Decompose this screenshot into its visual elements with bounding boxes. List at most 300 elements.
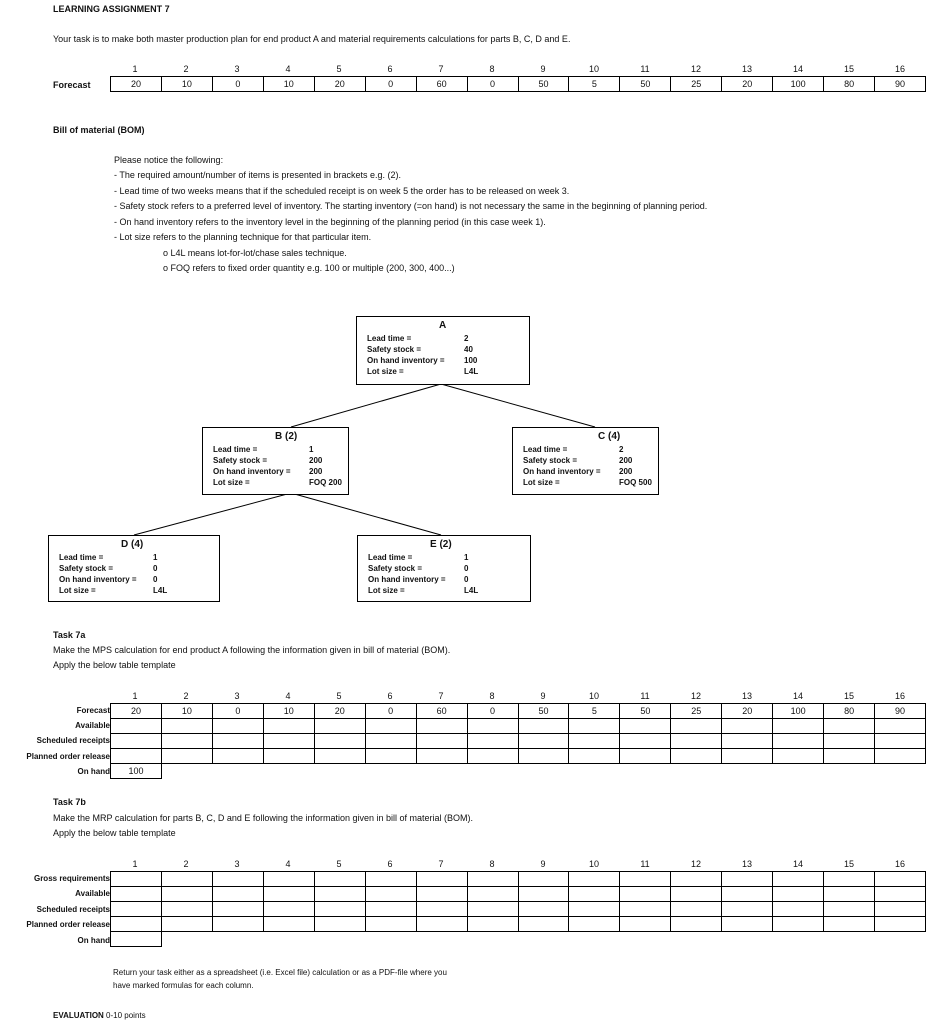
table-row [111,734,926,749]
table-cell [824,887,875,902]
row-label-planned-order-release: Planned order release [26,752,110,761]
task7b-heading: Task 7b [53,797,86,807]
table-row [111,902,926,917]
row-label-scheduled-receipts: Scheduled receipts [36,736,110,745]
on-hand-value: 200 [619,467,633,476]
week-number: 10 [588,64,599,74]
evaluation [53,1011,146,1020]
week-number: 11 [640,859,650,869]
on-hand-label: On hand inventory = [367,356,445,365]
safety-stock-value: 40 [464,345,473,354]
assignment-intro: Your task is to make both master production plan for end product A and material requirements calculations for parts B, C, D and E. [53,34,571,44]
table-cell [416,887,467,902]
week-number: 11 [640,691,650,701]
on-hand-label: On hand inventory = [523,467,601,476]
week-number: 2 [183,859,189,869]
table-cell [365,917,416,932]
table-cell [722,734,773,749]
week-number: 11 [640,64,650,74]
table-cell [111,917,162,932]
forecast-cell: 50 [620,77,671,92]
table-cell [365,719,416,734]
blank-area [671,764,722,779]
on-hand-label: On hand inventory = [368,575,446,584]
table-cell [365,734,416,749]
table-cell [620,872,671,887]
table-cell [111,872,162,887]
bom-item-b [202,427,349,495]
week-number: 7 [438,64,444,74]
week-number: 16 [894,64,905,74]
table-cell [111,902,162,917]
table-cell [518,872,569,887]
table-cell [263,749,314,764]
table-cell [314,749,365,764]
return-instructions-cont: have marked formulas for each column. [113,981,254,990]
table-cell [212,917,263,932]
forecast-cell: 20 [314,77,365,92]
table-cell: 20 [722,704,773,719]
evaluation-label: EVALUATION [53,1011,104,1020]
week-number: 7 [438,859,444,869]
task7b-apply: Apply the below table template [53,828,176,838]
table-cell [722,719,773,734]
blank-area [212,764,263,779]
task7a-table [110,703,926,779]
safety-stock-label: Safety stock = [523,456,578,465]
table-cell: 50 [518,704,569,719]
table-cell [212,749,263,764]
table-cell [824,902,875,917]
forecast-cell: 25 [671,77,722,92]
table-cell [212,872,263,887]
table-cell [263,887,314,902]
table-cell [416,917,467,932]
blank-area [518,932,569,947]
forecast-cell: 0 [212,77,263,92]
table-cell [569,734,620,749]
on-hand-value: 100 [464,356,478,365]
table-cell [671,917,722,932]
safety-stock-value: 0 [464,564,469,573]
blank-area [824,932,875,947]
table-cell [773,917,824,932]
lead-time-label: Lead time = [523,445,568,454]
task7b-instruction: Make the MRP calculation for parts B, C, D and E following the information given in bill of material (BOM). [53,813,474,823]
table-cell [671,734,722,749]
table-row [111,872,926,887]
note-line: o FOQ refers to fixed order quantity e.g. 100 or multiple (200, 300, 400...) [163,263,455,273]
return-instructions: Return your task either as a spreadsheet (i.e. Excel file) calculation or as a PDF-file where you [113,968,447,977]
bom-item-d [48,535,220,602]
table-cell [161,719,212,734]
table-cell [467,734,518,749]
table-cell [773,902,824,917]
table-cell [569,917,620,932]
week-number: 5 [336,691,342,701]
week-number: 14 [792,859,803,869]
table-cell [569,719,620,734]
lot-size-value: L4L [464,586,479,595]
forecast-cell: 50 [518,77,569,92]
note-line: o L4L means lot-for-lot/chase sales technique. [163,248,347,258]
week-number: 2 [183,691,189,701]
blank-area [467,764,518,779]
forecast-cell: 90 [875,77,926,92]
table-cell [824,872,875,887]
table-row [111,704,926,719]
blank-area [467,932,518,947]
table-cell [620,902,671,917]
table-cell [620,734,671,749]
safety-stock-label: Safety stock = [59,564,114,573]
lot-size-label: Lot size = [367,367,404,376]
table-cell [314,902,365,917]
row-label-available: Available [75,721,110,730]
table-cell [314,917,365,932]
on-hand-value: 200 [309,467,323,476]
table-cell [518,902,569,917]
table-cell [620,719,671,734]
table-cell [314,872,365,887]
table-cell: 25 [671,704,722,719]
forecast-cell: 5 [569,77,620,92]
week-number: 13 [741,64,752,74]
table-cell [875,917,926,932]
week-number: 4 [285,859,291,869]
table-cell [773,887,824,902]
forecast-cell: 10 [161,77,212,92]
row-label-planned-order-release: Planned order release [26,920,110,929]
blank-area [212,932,263,947]
week-number: 4 [285,691,291,701]
table-row [111,749,926,764]
table-cell: 10 [161,704,212,719]
table-cell [161,734,212,749]
row-label-on-hand: On hand [77,767,110,776]
week-number: 14 [792,64,803,74]
week-number: 1 [132,859,138,869]
table-cell [365,872,416,887]
table-cell: 10 [263,704,314,719]
blank-area [314,932,365,947]
table-cell [161,749,212,764]
table-cell [773,734,824,749]
row-label-forecast: Forecast [76,706,110,715]
blank-area [722,764,773,779]
blank-area [620,764,671,779]
bom-item-title: A [439,320,447,331]
week-number: 15 [843,859,854,869]
week-number: 13 [741,691,752,701]
forecast-cell: 10 [263,77,314,92]
table-cell [773,872,824,887]
lot-size-label: Lot size = [523,478,560,487]
note-line: - The required amount/number of items is presented in brackets e.g. (2). [114,170,401,180]
week-number: 5 [336,64,342,74]
table-cell [467,887,518,902]
table-cell [212,902,263,917]
week-number: 16 [894,691,905,701]
table-cell [620,749,671,764]
blank-area [671,932,722,947]
bom-heading: Bill of material (BOM) [53,125,145,135]
table-cell [467,917,518,932]
table-cell [161,902,212,917]
safety-stock-label: Safety stock = [368,564,423,573]
safety-stock-value: 0 [153,564,158,573]
table-cell [722,887,773,902]
bom-item-e [357,535,531,602]
lead-time-label: Lead time = [368,553,413,562]
table-cell [773,719,824,734]
week-number: 8 [489,64,495,74]
table-cell [518,887,569,902]
safety-stock-label: Safety stock = [367,345,422,354]
table-cell [722,917,773,932]
forecast-cell: 20 [722,77,773,92]
table-cell [671,872,722,887]
forecast-cell: 60 [416,77,467,92]
note-line: - Lot size refers to the planning technique for that particular item. [114,232,372,242]
note-line: - On hand inventory refers to the inventory level in the beginning of the planning period (in this case week 1). [114,217,546,227]
table-cell [416,872,467,887]
table-cell: 90 [875,704,926,719]
table-cell [416,749,467,764]
table-cell [314,887,365,902]
week-number: 13 [741,859,752,869]
note-line: Please notice the following: [114,155,224,165]
forecast-label: Forecast [53,80,91,90]
blank-area [722,932,773,947]
week-number: 9 [540,64,546,74]
lead-time-label: Lead time = [59,553,104,562]
table-row [111,932,926,947]
table-cell [416,734,467,749]
table-cell [365,749,416,764]
week-number: 15 [843,64,854,74]
table-cell [620,917,671,932]
lead-time-value: 2 [464,334,469,343]
week-number: 9 [540,691,546,701]
lot-size-label: Lot size = [213,478,250,487]
table-cell: 0 [467,704,518,719]
table-cell [875,749,926,764]
forecast-cell: 20 [111,77,162,92]
blank-area [773,764,824,779]
task7a-instruction: Make the MPS calculation for end product A following the information given in bill of material (BOM). [53,645,451,655]
blank-area [314,764,365,779]
forecast-cell: 100 [773,77,824,92]
blank-area [569,764,620,779]
week-number: 3 [234,691,240,701]
table-row [111,887,926,902]
table-cell: 20 [111,704,162,719]
table-cell [111,734,162,749]
safety-stock-value: 200 [619,456,633,465]
table-cell [671,719,722,734]
table-cell [773,749,824,764]
bom-item-a [356,316,530,385]
table-cell [161,887,212,902]
lead-time-label: Lead time = [213,445,258,454]
table-cell [824,917,875,932]
table-cell [161,872,212,887]
table-cell: 80 [824,704,875,719]
week-number: 1 [132,64,138,74]
table-cell: 60 [416,704,467,719]
table-cell [416,719,467,734]
table-row [111,719,926,734]
blank-area [263,932,314,947]
table-cell [671,749,722,764]
table-cell: 50 [620,704,671,719]
table-cell [365,887,416,902]
table-cell [467,719,518,734]
lot-size-value: FOQ 500 [619,478,652,487]
on-hand-label: On hand inventory = [213,467,291,476]
table-cell [569,902,620,917]
table-cell [875,887,926,902]
week-number: 8 [489,859,495,869]
table-cell: 0 [365,704,416,719]
week-number: 1 [132,691,138,701]
week-number: 9 [540,859,546,869]
lot-size-value: L4L [153,586,168,595]
row-label-on-hand: On hand [77,936,110,945]
week-number: 6 [387,859,393,869]
lot-size-value: L4L [464,367,479,376]
table-cell [111,887,162,902]
table-cell [416,902,467,917]
blank-area [365,764,416,779]
on-hand-cell [111,932,162,947]
forecast-cell: 0 [467,77,518,92]
table-cell [569,749,620,764]
lead-time-label: Lead time = [367,334,412,343]
lot-size-label: Lot size = [368,586,405,595]
lot-size-label: Lot size = [59,586,96,595]
table-cell [314,719,365,734]
blank-area [875,932,926,947]
week-number: 4 [285,64,291,74]
table-cell [824,734,875,749]
table-cell [263,719,314,734]
table-cell [824,719,875,734]
table-cell [875,734,926,749]
table-cell [620,887,671,902]
evaluation-points: 0-10 points [106,1011,146,1020]
task7a-apply: Apply the below table template [53,660,176,670]
row-label-gross-requirements: Gross requirements [33,874,110,883]
table-cell [518,734,569,749]
blank-area [365,932,416,947]
table-cell [875,872,926,887]
blank-area [773,932,824,947]
bom-item-title: B (2) [275,431,298,442]
table-cell [875,719,926,734]
lead-time-value: 2 [619,445,624,454]
table-cell [111,749,162,764]
lot-size-value: FOQ 200 [309,478,342,487]
table-row [111,917,926,932]
row-label-available: Available [75,889,110,898]
assignment-title: LEARNING ASSIGNMENT 7 [53,4,170,14]
safety-stock-label: Safety stock = [213,456,268,465]
lead-time-value: 1 [464,553,469,562]
table-cell [467,902,518,917]
bom-item-c [512,427,659,495]
bom-item-title: E (2) [430,539,452,550]
table-cell: 0 [212,704,263,719]
week-number: 14 [792,691,803,701]
table-cell [467,749,518,764]
forecast-cell: 80 [824,77,875,92]
table-cell [722,902,773,917]
table-cell [518,719,569,734]
table-cell [111,719,162,734]
task7b-table [110,871,926,947]
edge-a-c [441,384,595,427]
on-hand-value: 0 [153,575,158,584]
table-cell [263,872,314,887]
table-cell [824,749,875,764]
blank-area [161,764,212,779]
week-number: 2 [183,64,189,74]
on-hand-value: 0 [464,575,469,584]
week-number: 5 [336,859,342,869]
week-number: 7 [438,691,444,701]
table-cell [722,749,773,764]
week-number: 6 [387,691,393,701]
table-cell [671,887,722,902]
table-cell [518,917,569,932]
week-number: 12 [690,691,701,701]
blank-area [263,764,314,779]
edge-a-b [291,384,441,427]
table-cell [365,902,416,917]
table-cell [212,719,263,734]
table-cell [212,887,263,902]
table-cell [263,734,314,749]
week-number: 16 [894,859,905,869]
week-number: 8 [489,691,495,701]
table-cell [671,902,722,917]
table-cell [518,749,569,764]
table-cell [875,902,926,917]
blank-area [875,764,926,779]
edge-b-d [134,493,291,535]
lead-time-value: 1 [309,445,314,454]
week-number: 6 [387,64,393,74]
bom-item-title: D (4) [121,539,144,550]
week-number: 12 [690,859,701,869]
blank-area [161,932,212,947]
table-cell [569,872,620,887]
blank-area [569,932,620,947]
table-cell [212,734,263,749]
task7a-heading: Task 7a [53,630,86,640]
table-cell [263,917,314,932]
table-cell: 5 [569,704,620,719]
table-cell [314,734,365,749]
edge-b-e [291,493,441,535]
blank-area [824,764,875,779]
table-cell [263,902,314,917]
safety-stock-value: 200 [309,456,323,465]
table-row [111,764,926,779]
week-number: 15 [843,691,854,701]
